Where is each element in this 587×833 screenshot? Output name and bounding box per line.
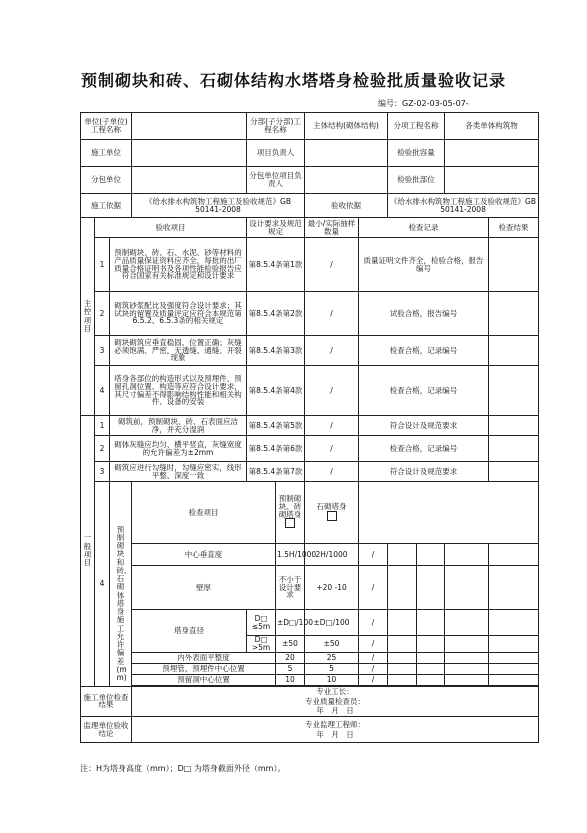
item-result[interactable] xyxy=(489,292,539,336)
item-record[interactable]: 试验合格，报告编号 xyxy=(359,292,489,336)
construction-basis-value: 《给水排水构筑物工程施工及验收规范》GB 50141-2008 xyxy=(132,194,305,218)
item-result[interactable] xyxy=(489,416,539,436)
tolerance-row xyxy=(81,544,539,566)
item-text: 砌体灰缝应均匀、横平竖直，灰缝宽度的允许偏差为±2mm xyxy=(110,436,247,462)
tolerance-sample[interactable]: / xyxy=(359,566,388,610)
tolerance-label: 预留洞中心位置 xyxy=(132,674,276,685)
project-manager-value[interactable] xyxy=(305,140,388,167)
item-number: 4 xyxy=(95,366,110,416)
checkbox-a[interactable] xyxy=(285,518,295,528)
subsection-value[interactable]: 主体结构(砌体结构) xyxy=(305,113,388,140)
subsection-label: 分部(子分部)工程名称 xyxy=(247,113,305,140)
tolerance-label: D□ ≤5m xyxy=(247,610,276,636)
acceptance-basis-label: 验收依据 xyxy=(305,194,388,218)
item-result[interactable] xyxy=(489,462,539,482)
acceptance-basis-value: 《给水排水构筑物工程施工及验收规范》GB 50141-2008 xyxy=(388,194,539,218)
col-sample-header: 最小/实际抽样数量 xyxy=(305,218,359,238)
main-items-label: 主控项目 xyxy=(81,218,95,416)
tolerance-row xyxy=(81,663,539,674)
tolerance-b: 10 xyxy=(305,674,359,685)
item-record[interactable]: 符合设计及规范要求 xyxy=(359,416,489,436)
tolerance-b: 5 xyxy=(305,663,359,674)
item-number: 3 xyxy=(95,462,110,482)
tolerance-label: 壁厚 xyxy=(132,566,276,610)
item-requirement: 第8.5.4条第5款 xyxy=(247,416,305,436)
item-number: 1 xyxy=(95,238,110,292)
subcontract-manager-label: 分包单位项目负责人 xyxy=(247,167,305,194)
supervision-signature[interactable] xyxy=(132,717,539,743)
item-text: 砌筑前，预制砌块、砖、石表面应洁净，并充分湿润 xyxy=(110,416,247,436)
tolerance-group-label: 塔身直径 xyxy=(132,610,247,653)
project-manager-label: 项目负责人 xyxy=(247,140,305,167)
construction-signature[interactable] xyxy=(132,686,539,716)
footnote: 注：H为塔身高度（mm）；D□ 为塔身截面外径（mm）。 xyxy=(80,764,286,773)
batch-location-label: 检验批部位 xyxy=(388,167,445,194)
item-sample[interactable]: / xyxy=(305,292,359,336)
subcontract-manager-value[interactable] xyxy=(305,167,388,194)
item-sample[interactable]: / xyxy=(305,336,359,366)
col-item-header: 验收项目 xyxy=(95,218,247,238)
table-row xyxy=(81,292,539,336)
item-result[interactable] xyxy=(489,336,539,366)
item-record[interactable]: 符合设计及规范要求 xyxy=(359,462,489,482)
tolerance-sample[interactable]: / xyxy=(359,636,388,653)
tolerance-row xyxy=(81,674,539,685)
item-result[interactable] xyxy=(489,366,539,416)
tolerance-a: 10 xyxy=(276,674,305,685)
tolerance-side-label: 预制砌块和砖、石砌体塔身施工允许偏差(mm) xyxy=(110,482,132,687)
item-sample[interactable]: / xyxy=(305,366,359,416)
table-row xyxy=(81,436,539,462)
item-sample[interactable]: / xyxy=(305,238,359,292)
col-record-header: 检查记录 xyxy=(359,218,489,238)
construction-unit-label: 施工单位 xyxy=(81,140,132,167)
item-text: 预制砌块、砖、石、水泥、砂等材料的产品质量保证资料应齐全，每批的出厂质量合格证明书及各项性能检验报告应符合国家有关标准规定和设计要求 xyxy=(110,238,247,292)
subcontract-unit-value[interactable] xyxy=(132,167,247,194)
tolerance-a: ±50 xyxy=(276,636,305,653)
item-text: 砌筑应进行勾缝时，勾缝应密实，线形平整、深度一致 xyxy=(110,462,247,482)
unit-name-value[interactable] xyxy=(132,113,247,140)
tolerance-sample[interactable]: / xyxy=(359,610,388,636)
item-number: 2 xyxy=(95,292,110,336)
tolerance-label: 预埋管、预埋件中心位置 xyxy=(132,663,276,674)
table-row xyxy=(81,336,539,366)
item-number: 1 xyxy=(95,416,110,436)
table-row xyxy=(81,416,539,436)
item-sample[interactable]: / xyxy=(305,416,359,436)
tolerance-row xyxy=(81,610,539,636)
tolerance-header-row xyxy=(81,482,539,544)
sign-date: 年 月 日 xyxy=(316,706,354,716)
item-requirement: 第8.5.4条第6款 xyxy=(247,436,305,462)
batch-capacity-label: 检验批容量 xyxy=(388,140,445,167)
batch-capacity-value[interactable] xyxy=(445,140,539,167)
tolerance-b: 2H/1000 xyxy=(305,544,359,566)
item-sample[interactable]: / xyxy=(305,436,359,462)
general-items-label: 一般项目 xyxy=(81,416,95,687)
item-requirement: 第8.5.4条第4款 xyxy=(247,366,305,416)
item-requirement: 第8.5.4条第3款 xyxy=(247,336,305,366)
item-project-label: 分项工程名称 xyxy=(388,113,445,140)
tolerance-row xyxy=(81,566,539,610)
item-text: 砌块砌筑应垂直稳固、位置正确；灰缝必须饱满、严密，无透缝、通缝、开裂现象 xyxy=(110,336,247,366)
item-text: 塔身各部位的构造形式以及预埋件、预留孔洞位置、构造等应符合设计要求，其尺寸偏差不得影响结构性能和相关构件、设备的安装 xyxy=(110,366,247,416)
tolerance-sample[interactable]: / xyxy=(359,652,388,663)
item-project-value[interactable]: 各类单体构筑物 xyxy=(445,113,539,140)
batch-location-value[interactable] xyxy=(445,167,539,194)
supervision-label: 监理单位验收结论 xyxy=(81,717,132,743)
tolerance-col-b: 石砌塔身 xyxy=(305,482,359,544)
item-number: 4 xyxy=(95,482,110,687)
col-requirement-header: 设计要求及规范规定 xyxy=(247,218,305,238)
tolerance-label: D□ >5m xyxy=(247,636,276,653)
tolerance-row xyxy=(81,652,539,663)
table-row xyxy=(81,462,539,482)
col-result-header: 检查结果 xyxy=(489,218,539,238)
item-sample[interactable]: / xyxy=(305,462,359,482)
tolerance-sample[interactable]: / xyxy=(359,663,388,674)
tolerance-a: 5 xyxy=(276,663,305,674)
item-record[interactable]: 检查合格，记录编号 xyxy=(359,366,489,416)
sign-date: 年 月 日 xyxy=(316,729,354,739)
tolerance-label: 内外表面平整度 xyxy=(132,652,276,663)
tolerance-label: 中心垂直度 xyxy=(132,544,276,566)
inspector-label: 专业质量检查员： xyxy=(305,696,366,706)
table-row xyxy=(81,366,539,416)
construction-check-label: 施工单位检查结果 xyxy=(81,686,132,716)
tolerance-sample[interactable]: / xyxy=(359,544,388,566)
tolerance-check-item: 检查项目 xyxy=(132,482,276,544)
item-record[interactable]: 质量证明文件齐全，检验合格，报告编号 xyxy=(359,238,489,292)
unit-name-label: 单位(子单位)工程名称 xyxy=(81,113,132,140)
tolerance-b: ±D□/100 xyxy=(305,610,359,636)
subcontract-unit-label: 分包单位 xyxy=(81,167,132,194)
checkbox-b[interactable] xyxy=(327,511,337,521)
tolerance-a: 不小于设计要求 xyxy=(276,566,305,610)
item-record[interactable]: 检查合格，记录编号 xyxy=(359,336,489,366)
tolerance-a: 20 xyxy=(276,652,305,663)
construction-basis-label: 施工依据 xyxy=(81,194,132,218)
tolerance-sample[interactable]: / xyxy=(359,674,388,685)
foreman-label: 专业工长： xyxy=(316,686,354,696)
tolerance-a: 1.5H/1000 xyxy=(276,544,305,566)
item-result[interactable] xyxy=(489,436,539,462)
item-number: 3 xyxy=(95,336,110,366)
form-code: 编号：GZ-02-03-05-07- xyxy=(378,99,469,108)
item-result[interactable] xyxy=(489,238,539,292)
construction-unit-value[interactable] xyxy=(132,140,247,167)
item-requirement: 第8.5.4条第1款 xyxy=(247,238,305,292)
item-requirement: 第8.5.4条第2款 xyxy=(247,292,305,336)
page-title: 预制砌块和砖、石砌体结构水塔塔身检验批质量验收记录 xyxy=(80,71,506,90)
item-requirement: 第8.5.4条第7款 xyxy=(247,462,305,482)
inspection-form xyxy=(80,112,539,743)
tolerance-b: +20 -10 xyxy=(305,566,359,610)
tolerance-a: ±D□/100 xyxy=(276,610,305,636)
item-text: 砌筑砂浆配比及强度符合设计要求；其试块的留置及质量评定应符合本规范第6.5.2、6.5.3条的相关规定 xyxy=(110,292,247,336)
item-number: 2 xyxy=(95,436,110,462)
tolerance-b: 25 xyxy=(305,652,359,663)
supervisor-label: 专业监理工程师： xyxy=(305,719,366,729)
item-record[interactable]: 检查合格，记录编号 xyxy=(359,436,489,462)
tolerance-col-a: 预制砌块、砖砌塔身 xyxy=(276,482,305,544)
table-row xyxy=(81,238,539,292)
tolerance-b: ±50 xyxy=(305,636,359,653)
